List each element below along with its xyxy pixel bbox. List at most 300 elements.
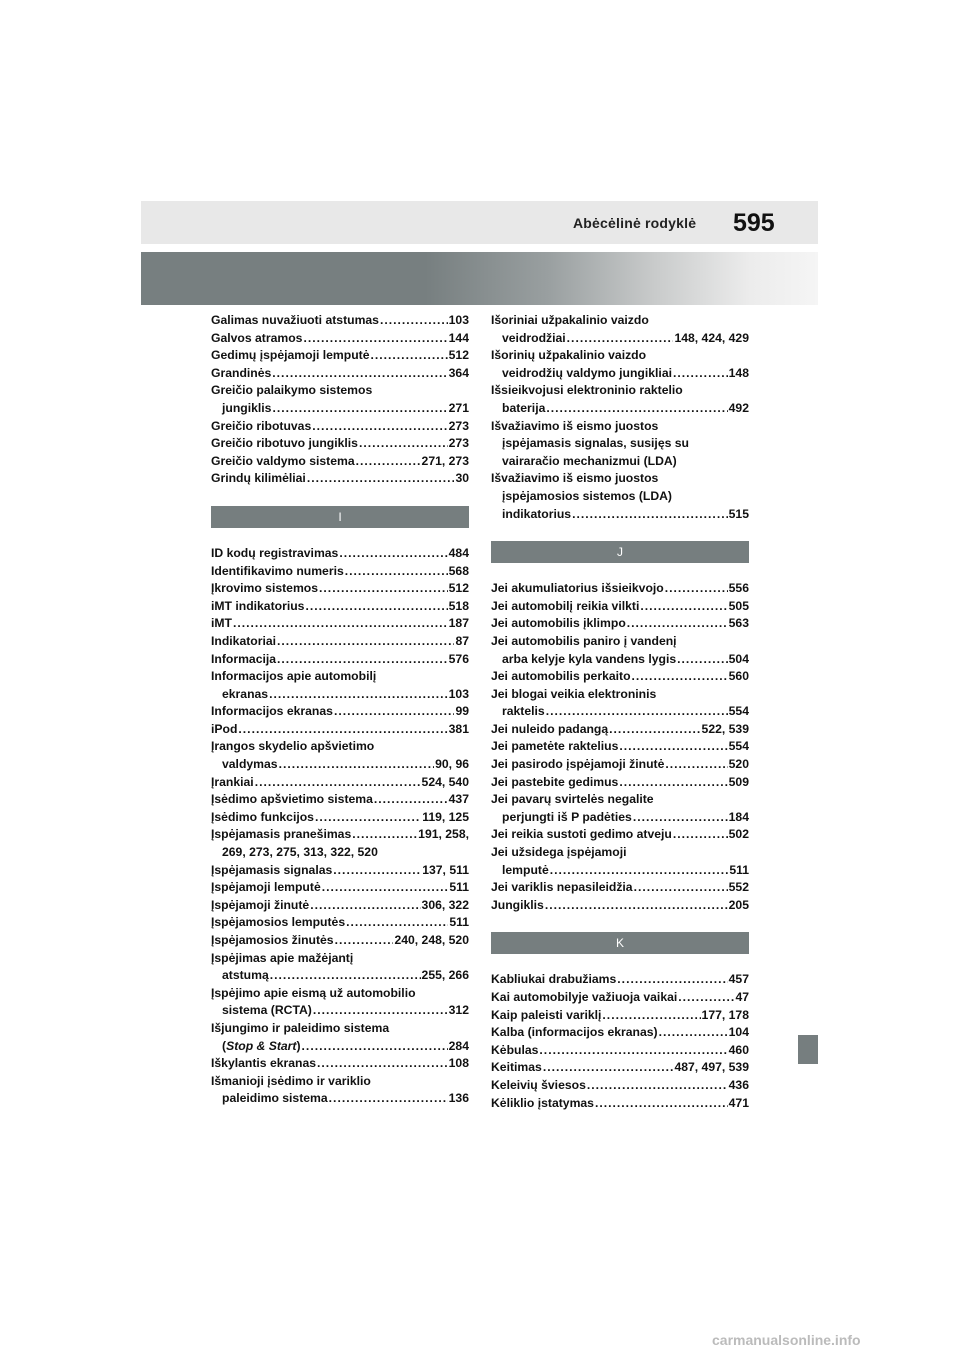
page-reference[interactable]: 184 — [728, 809, 749, 824]
index-entry-line — [491, 862, 749, 880]
index-term: Identifikavimo numeris — [211, 563, 344, 578]
dot-leader — [634, 879, 728, 897]
index-entry-line — [211, 862, 469, 880]
index-entry-line — [211, 435, 469, 453]
index-term: Jei pastebite gedimus — [491, 774, 619, 789]
dot-leader — [310, 897, 420, 915]
index-entry-line — [491, 347, 749, 365]
page-reference[interactable]: 90, 96 — [435, 757, 469, 772]
index-term: valdymas — [222, 757, 278, 772]
dot-leader — [233, 615, 448, 633]
index-entry-line — [211, 400, 469, 418]
index-entry[interactable] — [211, 470, 469, 488]
section-header-i: I — [211, 506, 469, 528]
dot-leader — [356, 453, 421, 471]
index-entry-line — [491, 615, 749, 633]
dot-leader — [633, 809, 728, 827]
page-reference[interactable]: 522, 539 — [701, 721, 749, 736]
index-entry[interactable] — [491, 879, 749, 897]
index-entry-line — [491, 844, 749, 862]
index-entry[interactable] — [211, 453, 469, 471]
index-term: lemputė — [502, 862, 549, 877]
index-entry[interactable] — [211, 365, 469, 383]
page-reference[interactable]: 563 — [728, 616, 749, 631]
index-entry[interactable] — [211, 330, 469, 348]
index-term: Įkrovimo sistemos — [211, 581, 319, 596]
index-term: ID kodų registravimas — [211, 545, 339, 560]
index-entry[interactable] — [491, 1077, 749, 1095]
index-term: Įrangos skydelio apšvietimo — [211, 739, 375, 754]
index-entry[interactable] — [491, 615, 749, 633]
section-header-k: K — [491, 932, 749, 954]
index-entry[interactable] — [491, 897, 749, 915]
index-entry[interactable] — [211, 1073, 469, 1108]
page-reference[interactable]: 312 — [448, 1003, 469, 1018]
index-term: Įspėjamoji žinutė — [211, 897, 310, 912]
dot-leader — [359, 435, 448, 453]
index-entry[interactable] — [211, 598, 469, 616]
page-reference[interactable]: 205 — [728, 897, 749, 912]
index-term: Išjungimo ir paleidimo sistema — [211, 1020, 390, 1035]
index-entry[interactable] — [211, 580, 469, 598]
index-term: Jei automobilį reikia vilkti — [491, 598, 640, 613]
index-entry[interactable] — [211, 1055, 469, 1073]
index-term: Įspėjamasis signalas — [211, 862, 333, 877]
page-reference[interactable]: 273 — [448, 436, 469, 451]
index-entry[interactable] — [491, 756, 749, 774]
index-term: sistema (RCTA) — [222, 1003, 312, 1018]
index-entry[interactable] — [491, 418, 749, 471]
page-reference[interactable]: 512 — [448, 581, 469, 596]
index-entry[interactable] — [491, 1059, 749, 1077]
dot-leader — [238, 721, 447, 739]
index-entry[interactable] — [491, 844, 749, 879]
index-term: Kalba (informacijos ekranas) — [491, 1025, 658, 1040]
dot-leader — [317, 1055, 448, 1073]
page-reference[interactable]: 103 — [448, 313, 469, 327]
page-reference[interactable]: 502 — [728, 827, 749, 842]
index-entry[interactable] — [211, 382, 469, 417]
index-term: Kabliukai drabužiams — [491, 972, 617, 987]
index-term: Keleivių šviesos — [491, 1077, 586, 1092]
page-reference[interactable]: 524, 540 — [421, 774, 469, 789]
page-reference[interactable]: 509 — [728, 774, 749, 789]
index-entry-line — [491, 651, 749, 669]
index-column-right — [491, 312, 749, 1112]
index-entry-line — [211, 615, 469, 633]
index-entry-line — [491, 989, 749, 1007]
page-reference[interactable]: 273 — [448, 418, 469, 433]
index-term: Kaip paleisti variklį — [491, 1007, 602, 1022]
page-reference[interactable]: 284 — [448, 1038, 469, 1053]
index-entry-line — [491, 668, 749, 686]
index-term: baterija — [502, 400, 546, 415]
index-term: Įspėjamosios žinutės — [211, 933, 334, 947]
index-entry-line — [211, 738, 469, 756]
index-term: Informacija — [211, 651, 277, 666]
dot-leader — [345, 563, 448, 581]
index-entry-line — [211, 791, 469, 809]
index-entry-line — [491, 1024, 749, 1042]
dot-leader — [279, 756, 435, 774]
index-term: Išoriniai užpakalinio vaizdo — [491, 313, 649, 327]
index-entry[interactable] — [211, 862, 469, 880]
index-entry-line — [211, 1073, 469, 1091]
dot-leader — [619, 738, 727, 756]
index-entry[interactable] — [491, 989, 749, 1007]
page-reference[interactable]: 148, 424, 429 — [674, 330, 749, 345]
dot-leader — [545, 897, 728, 915]
index-entry-line — [491, 418, 749, 436]
page-reference[interactable]: 436 — [728, 1077, 749, 1092]
index-term: Greičio ribotuvo jungiklis — [211, 436, 358, 451]
index-term: 269, 273, 275, 313, 322, 520 — [222, 845, 378, 860]
index-term: Įspėjamasis pranešimas — [211, 827, 352, 842]
index-entry[interactable] — [491, 1095, 749, 1113]
index-term: iMT — [211, 616, 232, 631]
index-entry-line — [491, 330, 749, 348]
index-term: Jei pasirodo įspėjamoji žinutė — [491, 757, 665, 772]
index-entry-line — [211, 967, 469, 985]
index-entry-line — [211, 330, 469, 348]
index-entry[interactable] — [211, 563, 469, 581]
dot-leader — [315, 809, 421, 827]
index-term: Jei automobilis perkaito — [491, 669, 631, 684]
index-term: Įspėjamoji lemputė — [211, 880, 321, 895]
index-entry[interactable] — [491, 598, 749, 616]
index-term: Įrankiai — [211, 774, 254, 789]
dot-leader — [659, 1024, 728, 1042]
index-entry-line — [491, 435, 749, 453]
index-entry-line — [211, 914, 469, 932]
page-reference[interactable]: 511 — [729, 862, 749, 877]
index-entry[interactable] — [211, 879, 469, 897]
index-entry[interactable] — [491, 738, 749, 756]
index-entry[interactable] — [491, 1042, 749, 1060]
index-entry-line — [211, 470, 469, 488]
index-entry[interactable] — [211, 347, 469, 365]
page-reference[interactable]: 103 — [448, 686, 469, 701]
page-reference[interactable]: 552 — [728, 880, 749, 895]
index-term: arba kelyje kyla vandens lygis — [502, 651, 677, 666]
dot-leader — [255, 774, 421, 792]
index-term: vairaračio mechanizmui (LDA) — [502, 453, 677, 468]
index-entry-line — [491, 633, 749, 651]
index-entry[interactable] — [211, 1020, 469, 1055]
dot-leader — [322, 879, 449, 897]
dot-leader — [602, 1007, 700, 1025]
index-entry-line — [491, 312, 749, 330]
page-reference[interactable]: 306, 322 — [421, 897, 469, 912]
index-term: Jei blogai veikia elektroninis — [491, 686, 657, 701]
index-entry-line — [211, 721, 469, 739]
index-term: Galimas nuvažiuoti atstumas — [211, 313, 379, 327]
index-entry-line — [491, 826, 749, 844]
page-reference[interactable]: 560 — [728, 669, 749, 684]
index-entry[interactable] — [491, 826, 749, 844]
dot-leader — [329, 1090, 448, 1108]
dot-leader — [269, 686, 448, 704]
page-reference[interactable]: 484 — [448, 545, 469, 560]
page-reference[interactable]: 515 — [728, 506, 749, 521]
dot-leader — [665, 580, 728, 598]
dot-leader — [305, 598, 447, 616]
index-entry[interactable] — [211, 545, 469, 563]
index-entry-line — [211, 418, 469, 436]
page-reference[interactable]: 148 — [728, 365, 749, 380]
index-entry[interactable] — [491, 774, 749, 792]
index-entry-line — [491, 1042, 749, 1060]
index-term: Jungiklis — [491, 897, 544, 912]
dot-leader — [617, 971, 727, 989]
dot-leader — [352, 826, 417, 844]
index-entry[interactable] — [491, 312, 749, 347]
watermark-text: carmanualsonline.info — [712, 1332, 861, 1348]
index-entry-line — [491, 738, 749, 756]
index-entry-line — [491, 506, 749, 524]
index-term: Įspėjimas apie mažėjantį — [211, 950, 354, 965]
page-reference[interactable]: 104 — [728, 1025, 749, 1040]
index-term: Kėliklio įstatymas — [491, 1095, 594, 1110]
index-entry-line — [211, 950, 469, 968]
index-entry[interactable] — [491, 1007, 749, 1025]
page-reference[interactable]: 177, 178 — [701, 1007, 749, 1022]
page-reference[interactable]: 191, 258, — [418, 827, 469, 842]
page-reference[interactable]: 504 — [728, 651, 749, 666]
index-entry[interactable] — [211, 897, 469, 915]
index-entry[interactable] — [211, 985, 469, 1020]
index-term: Įsėdimo apšvietimo sistema — [211, 792, 373, 807]
index-entry[interactable] — [211, 932, 469, 950]
dot-leader — [595, 1095, 728, 1113]
page-reference[interactable]: 47 — [735, 990, 749, 1004]
page-reference[interactable]: 492 — [728, 400, 749, 415]
index-entry-line — [491, 703, 749, 721]
index-entry[interactable] — [211, 774, 469, 792]
page-reference[interactable]: 518 — [448, 598, 469, 613]
index-entry[interactable] — [211, 633, 469, 651]
page-reference[interactable]: 144 — [448, 330, 469, 345]
index-entry-line — [211, 633, 469, 651]
index-entry[interactable] — [491, 721, 749, 739]
index-entry-line — [211, 382, 469, 400]
index-entry[interactable] — [211, 435, 469, 453]
index-term: Jei automobilis įklimpo — [491, 616, 626, 631]
index-term: Galvos atramos — [211, 330, 303, 345]
index-term: veidrodžiai — [502, 330, 566, 345]
index-entry[interactable] — [211, 651, 469, 669]
page-reference[interactable]: 271, 273 — [421, 453, 469, 468]
index-entry-line — [211, 932, 469, 950]
index-term: Greičio valdymo sistema — [211, 453, 355, 468]
index-entry[interactable] — [211, 703, 469, 721]
index-entry[interactable] — [211, 791, 469, 809]
index-term: Iškylantis ekranas — [211, 1056, 317, 1071]
index-entry[interactable] — [491, 470, 749, 523]
index-term: Išsieikvojusi elektroninio raktelio — [491, 383, 683, 398]
index-entry-line — [211, 312, 469, 330]
dot-leader — [277, 633, 454, 651]
page-reference[interactable]: 457 — [728, 972, 749, 987]
index-term: Indikatoriai — [211, 633, 277, 648]
index-term: Informacijos apie automobilį — [211, 669, 377, 684]
dot-leader — [334, 703, 455, 721]
page-reference[interactable]: 471 — [728, 1095, 749, 1110]
dot-leader — [374, 791, 448, 809]
page-reference[interactable]: 554 — [728, 704, 749, 719]
index-entry[interactable] — [211, 721, 469, 739]
index-entry-line — [491, 897, 749, 915]
dot-leader — [380, 312, 448, 330]
index-column-left — [211, 312, 469, 1108]
index-entry-line — [211, 844, 469, 862]
page-reference[interactable]: 520 — [728, 757, 749, 772]
page-reference[interactable]: 460 — [728, 1042, 749, 1057]
index-entry-line — [491, 453, 749, 471]
index-entry-line — [211, 598, 469, 616]
index-entry-line — [211, 686, 469, 704]
page-header-title: Abėcėlinė rodyklė — [573, 215, 697, 231]
page-reference[interactable]: 137, 511 — [422, 862, 469, 877]
page-reference[interactable]: 381 — [448, 721, 469, 736]
index-term: Jei automobilis paniro į vandenį — [491, 633, 677, 648]
index-entry[interactable] — [211, 668, 469, 703]
index-entry[interactable] — [491, 580, 749, 598]
index-term: Išmanioji įsėdimo ir variklio — [211, 1073, 371, 1088]
index-term: perjungti iš P padėties — [502, 809, 632, 824]
dot-leader — [678, 989, 734, 1007]
index-term: Grindų kilimėliai — [211, 471, 306, 486]
index-entry[interactable] — [211, 914, 469, 932]
dot-leader — [572, 506, 728, 524]
dot-leader — [333, 862, 421, 880]
index-entry[interactable] — [491, 1024, 749, 1042]
index-entry-line — [211, 985, 469, 1003]
dot-leader — [632, 668, 728, 686]
index-entry[interactable] — [211, 950, 469, 985]
index-entry-line — [491, 756, 749, 774]
page-reference[interactable]: 271 — [448, 400, 469, 415]
index-entry[interactable] — [211, 418, 469, 436]
index-entry[interactable] — [491, 791, 749, 826]
index-term: Informacijos ekranas — [211, 704, 333, 719]
page-reference[interactable]: 554 — [728, 739, 749, 754]
index-entry-line — [211, 563, 469, 581]
index-entry-line — [211, 347, 469, 365]
index-term: Jei pavarų svirtelės negalite — [491, 792, 654, 807]
index-entry[interactable] — [491, 668, 749, 686]
index-term: veidrodžių valdymo jungikliai — [502, 365, 672, 380]
dot-leader — [619, 774, 727, 792]
index-entry-line — [211, 1038, 469, 1056]
page-reference[interactable]: 437 — [448, 792, 469, 807]
index-entry-line — [491, 1007, 749, 1025]
page-reference[interactable]: 511 — [449, 915, 469, 930]
index-entry-line — [211, 826, 469, 844]
page-reference[interactable]: 119, 125 — [422, 809, 469, 824]
index-entry-line — [491, 686, 749, 704]
dot-leader — [673, 826, 728, 844]
page-reference[interactable]: 364 — [448, 365, 469, 380]
dot-leader — [370, 347, 447, 365]
index-entry-line — [211, 580, 469, 598]
dot-leader — [335, 932, 394, 950]
index-entry-line — [211, 453, 469, 471]
index-entry-line — [211, 1002, 469, 1020]
page-reference[interactable]: 99 — [455, 704, 469, 719]
dot-leader — [302, 1038, 448, 1056]
page-reference[interactable]: 512 — [448, 348, 469, 363]
page-reference[interactable]: 240, 248, 520 — [394, 933, 469, 947]
index-entry[interactable] — [491, 382, 749, 417]
index-term: Jei variklis nepasileidžia — [491, 880, 633, 895]
index-entry-line — [211, 668, 469, 686]
index-entry[interactable] — [491, 347, 749, 382]
index-entry[interactable] — [211, 615, 469, 633]
page-reference[interactable]: 576 — [448, 651, 469, 666]
index-entry-line — [491, 382, 749, 400]
index-term: (Stop & Start) — [222, 1038, 301, 1053]
page-reference[interactable]: 187 — [448, 616, 469, 631]
index-entry-line — [491, 598, 749, 616]
page-reference[interactable]: 511 — [449, 880, 469, 895]
index-term: iMT indikatorius — [211, 598, 305, 613]
page-reference[interactable]: 505 — [728, 598, 749, 613]
index-entry-line — [211, 365, 469, 383]
dot-leader — [677, 651, 728, 669]
index-entry[interactable] — [211, 312, 469, 330]
dot-leader — [277, 651, 448, 669]
dot-leader — [307, 470, 455, 488]
index-term: jungiklis — [222, 400, 272, 415]
dot-leader — [587, 1077, 728, 1095]
dot-leader — [312, 418, 447, 436]
page-reference[interactable]: 136 — [448, 1091, 469, 1106]
index-entry-line — [211, 1055, 469, 1073]
page-reference[interactable]: 30 — [455, 471, 469, 486]
index-entry-line — [491, 488, 749, 506]
index-term: Įsėdimo funkcijos — [211, 809, 314, 824]
section-header-j: J — [491, 541, 749, 563]
index-entry[interactable] — [211, 738, 469, 773]
index-entry[interactable] — [211, 809, 469, 827]
page-reference[interactable]: 568 — [448, 563, 469, 578]
index-entry[interactable] — [491, 686, 749, 721]
index-entry[interactable] — [491, 971, 749, 989]
index-entry-line — [211, 1090, 469, 1108]
page-reference[interactable]: 556 — [728, 581, 749, 596]
dot-leader — [567, 330, 674, 348]
index-term: Įspėjamosios lemputės — [211, 915, 346, 930]
index-entry[interactable] — [211, 826, 469, 861]
page-reference[interactable]: 87 — [455, 633, 469, 648]
index-entry-line — [491, 470, 749, 488]
index-entry-line — [491, 365, 749, 383]
index-entry-line — [211, 703, 469, 721]
page-reference[interactable]: 108 — [448, 1056, 469, 1071]
page-reference[interactable]: 255, 266 — [421, 968, 469, 983]
page-reference[interactable]: 487, 497, 539 — [674, 1060, 749, 1075]
section-thumb-tab — [798, 1035, 818, 1064]
index-term: įspėjamasis signalas, susijęs su — [502, 436, 689, 451]
index-term: ekranas — [222, 686, 269, 701]
index-term: Įspėjimo apie eismą už automobilio — [211, 985, 416, 1000]
index-entry-line — [491, 580, 749, 598]
index-entry[interactable] — [491, 633, 749, 668]
page-number: 595 — [733, 209, 775, 237]
index-term: Jei pametėte raktelius — [491, 739, 619, 754]
index-entry-line — [211, 1020, 469, 1038]
